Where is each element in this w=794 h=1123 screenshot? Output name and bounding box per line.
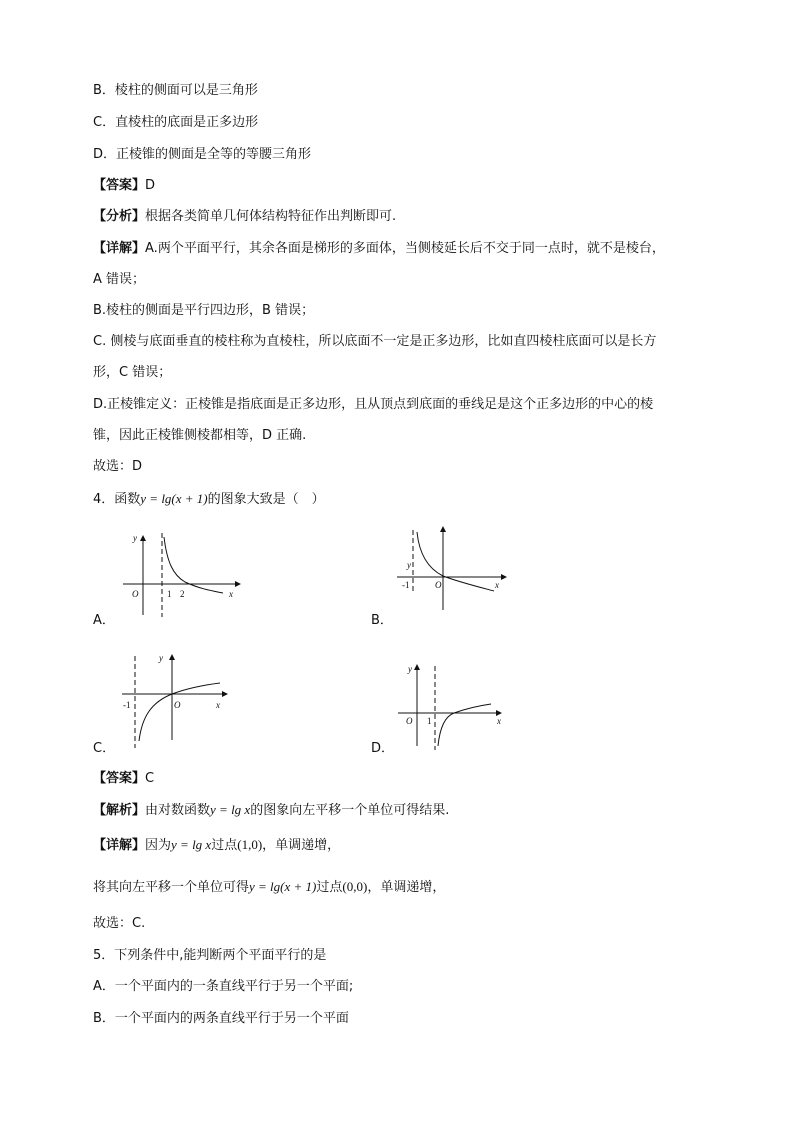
detail-text: A.两个平面平行，其余各面是梯形的多面体，当侧棱延长后不交于同一点时，就不是棱台，	[145, 241, 665, 256]
graph-d	[397, 660, 509, 752]
graph-d-tick-1: 1	[427, 716, 432, 726]
q3-option-c: C．直棱柱的底面是正多边形	[93, 115, 259, 130]
q3-detail-line-5: 形，C 错误；	[93, 365, 172, 380]
detail-point: (1,0)	[237, 837, 263, 852]
q5-option-a: A．一个平面内的一条直线平行于另一个平面;	[93, 979, 354, 994]
detail-pre: 因为	[145, 838, 172, 853]
q3-detail-line-4: C. 侧棱与底面垂直的棱柱称为直棱柱，所以底面不一定是正多边形，比如直四棱柱底面可以是长方	[93, 334, 657, 349]
graph-d-origin: O	[406, 716, 413, 726]
graph-d-x-label: x	[497, 716, 501, 726]
detail-mid: 过点	[211, 838, 238, 853]
q4-option-a: A．	[93, 613, 115, 628]
graph-a-x-label: x	[229, 589, 233, 599]
graph-a	[115, 527, 245, 622]
graph-c	[118, 648, 248, 748]
graph-c-origin: O	[174, 700, 181, 710]
analysis-pre: 由对数函数	[145, 803, 211, 818]
graph-b-tick-1: -1	[402, 580, 410, 590]
detail-func: y = lg x	[171, 837, 212, 852]
graph-b	[395, 522, 520, 614]
q3-detail-line-7: 锥，因此正棱锥侧棱都相等，D 正确.	[93, 428, 307, 443]
q4-detail	[93, 836, 340, 855]
analysis-tag: 【分析】	[93, 209, 146, 224]
graph-b-origin: O	[435, 580, 442, 590]
shift-pre: 将其向左平移一个单位可得	[93, 880, 250, 895]
q4-option-b: B．	[371, 613, 393, 628]
graph-c-x-label: x	[216, 700, 220, 710]
q4-analysis	[93, 801, 449, 820]
graph-b-x-label: x	[495, 580, 499, 590]
q4-choose: 故选：C.	[93, 916, 146, 931]
answer-tag: 【答案】	[93, 771, 146, 786]
graph-a-y-label: y	[133, 533, 137, 543]
detail-post: ，单调递增，	[262, 838, 341, 853]
q4-stem-pre: 4．函数	[93, 492, 141, 507]
answer-value: C	[145, 771, 155, 786]
q3-choose: 故选：D	[93, 459, 143, 474]
graph-c-tick-1: -1	[123, 700, 131, 710]
detail-tag: 【详解】	[93, 241, 146, 256]
q4-answer	[93, 770, 154, 788]
detail-tag: 【详解】	[93, 838, 146, 853]
graph-c-y-label: y	[159, 653, 163, 663]
q3-detail-line-1	[93, 240, 665, 258]
analysis-tag: 【解析】	[93, 803, 146, 818]
q3-option-d: D．正棱锥的侧面是全等的等腰三角形	[93, 147, 312, 162]
q4-option-c: C．	[93, 741, 116, 756]
q4-option-d: D．	[371, 741, 395, 756]
graph-d-y-label: y	[408, 664, 412, 674]
q3-answer	[93, 177, 155, 195]
q4-stem-post: 的图象大致是（ ）	[207, 492, 325, 507]
q3-detail-line-6: D.正棱锥定义：正棱锥是指底面是正多边形，且从顶点到底面的垂线足是这个正多边形的中心的棱	[93, 397, 654, 412]
q3-detail-line-3: B.棱柱的侧面是平行四边形，B 错误；	[93, 303, 315, 318]
graph-a-origin: O	[132, 589, 139, 599]
shift-point: (0,0)	[342, 879, 368, 894]
q4-shift	[93, 878, 445, 897]
analysis-post: 的图象向左平移一个单位可得结果.	[250, 803, 450, 818]
graph-a-tick-2: 2	[180, 589, 185, 599]
q4-stem-func: y = lg(x + 1)	[140, 491, 208, 506]
analysis-text: 根据各类简单几何体结构特征作出判断即可.	[145, 209, 397, 224]
graph-a-tick-1: 1	[167, 589, 172, 599]
q3-analysis	[93, 208, 396, 226]
q5-stem: 5．下列条件中,能判断两个平面平行的是	[93, 948, 327, 963]
q3-detail-line-2: A 错误；	[93, 272, 146, 287]
shift-mid: 过点	[316, 880, 343, 895]
answer-tag: 【答案】	[93, 178, 146, 193]
q4-stem	[93, 490, 325, 509]
analysis-func: y = lg x	[210, 802, 251, 817]
answer-value: D	[145, 178, 156, 193]
graph-b-y-label: y	[407, 560, 411, 570]
q3-option-b: B．棱柱的侧面可以是三角形	[93, 83, 258, 98]
q5-option-b: B．一个平面内的两条直线平行于另一个平面	[93, 1011, 349, 1026]
shift-func: y = lg(x + 1)	[249, 879, 317, 894]
shift-post: ，单调递增，	[367, 880, 446, 895]
